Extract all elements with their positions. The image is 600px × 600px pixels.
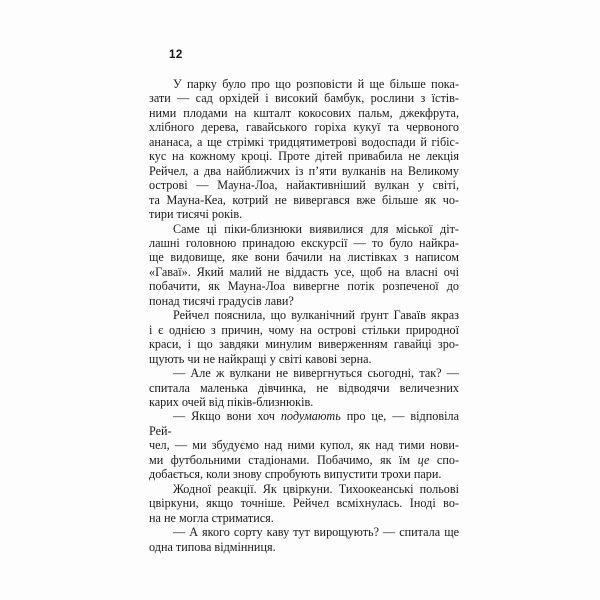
paragraph (149, 77, 459, 222)
text-segment: на не могла стриматися. (149, 510, 274, 525)
text-line (149, 337, 459, 351)
text-segment: Саме ці піки-близнюки виявилися для міської діт- (173, 221, 459, 236)
text-line (149, 395, 459, 409)
text-segment: і є однією з причин, чому на острові стільки природної (149, 322, 459, 337)
text-segment: Рейчел пояснила, що вулканічний ґрунт Гаваїв якраз (173, 308, 459, 323)
text-line (149, 279, 459, 293)
text-segment: щують чи не найкращі у світі кавові зерна. (149, 351, 372, 366)
text-line (149, 409, 459, 438)
text-line (149, 265, 459, 279)
text-line (149, 106, 459, 120)
text-line (149, 149, 459, 163)
page-number: 12 (169, 49, 183, 61)
text-segment: острові — Мауна-Лоа, найактивніший вулкан у світі, (149, 178, 459, 193)
text-segment: ананаса, а ще стрімкі тридцятиметрові водоспади й гібіс- (149, 134, 459, 149)
paragraph (149, 525, 459, 554)
text-segment: про це, — відповіла Рей- (149, 409, 460, 438)
text-line (149, 308, 459, 322)
paragraph (149, 366, 459, 409)
text-segment: «Гаваї». Який малий не віддасть усе, щоб на власні очі (149, 264, 459, 279)
text-segment: та Мауна-Кеа, котрий не вивергався вже більше як чо- (149, 192, 459, 207)
text-segment: Рейчел, а два найближчих із п’яти вулканів на Великому (149, 163, 459, 178)
text-line (149, 511, 459, 525)
text-line (149, 250, 459, 264)
text-segment: — А якого сорту каву тут вирощують? — спитала ще (173, 525, 459, 540)
paragraph (149, 409, 459, 481)
text-line (149, 366, 459, 380)
text-line (149, 467, 459, 481)
text-segment: карих очей від піків-близнюків. (149, 394, 314, 409)
text-line (149, 135, 459, 149)
italic-text: подумають (280, 409, 341, 424)
text-segment: — Якщо вони хоч (173, 409, 281, 424)
text-line (149, 453, 459, 467)
text-line (149, 236, 459, 250)
text-segment: цвіркуни, якщо точніше. Рейчел всміхнулась. Іноді во- (149, 496, 459, 511)
text-segment: ними плодами на кшталт кокосових пальм, джекфрута, (149, 105, 459, 120)
text-line (149, 381, 459, 395)
text-line (149, 540, 459, 554)
text-line (149, 352, 459, 366)
text-line (149, 207, 459, 221)
text-segment: — Але ж вулкани не вивергнуться сьогодні, так? — (173, 366, 459, 381)
text-segment: понад тисячі градусів лави? (149, 293, 294, 308)
text-line (149, 496, 459, 510)
text-segment: хлібного дерева, гавайського горіха кукуї та червоного (149, 120, 459, 135)
text-segment: ми футбольними стадіонами. Побачимо, як їм (149, 452, 418, 467)
text-line (149, 164, 459, 178)
text-segment: краси, і що завдяки минулим виверженням гавайці зро- (149, 337, 459, 352)
text-line (149, 77, 459, 91)
text-line (149, 294, 459, 308)
text-segment: Жодної реакції. Як цвіркуни. Тихоокеанські польові (173, 481, 459, 496)
text-segment: кус на кожному кроці. Проте дітей привабила не лекція (149, 149, 459, 164)
paragraph (149, 308, 459, 366)
paragraph (149, 482, 459, 525)
text-segment: спитала маленька дівчинка, не відводячи величезних (149, 380, 459, 395)
text-line (149, 120, 459, 134)
text-segment: спо- (429, 452, 459, 467)
italic-text: це (417, 452, 430, 467)
text-segment: побачити, як Мауна-Лоа вивергне потік розпеченої до (149, 279, 459, 294)
text-line (149, 222, 459, 236)
text-line (149, 525, 459, 539)
text-segment: зати — сад орхідей і високий бамбук, рослини з їстів- (149, 91, 459, 106)
text-line (149, 323, 459, 337)
text-segment: одна типова відмінниця. (149, 539, 276, 554)
text-line (149, 178, 459, 192)
text-line (149, 482, 459, 496)
text-segment: У парку було про що розповісти й ще більше пока- (173, 77, 459, 91)
paragraph (149, 222, 459, 309)
text-line (149, 91, 459, 105)
text-line (149, 193, 459, 207)
text-block (149, 77, 459, 554)
text-segment: лашні головною принадою екскурсії — то було найкра- (149, 235, 459, 250)
text-segment: добається, коли знову спробують випустити трохи пари. (149, 467, 442, 482)
text-line (149, 438, 459, 452)
text-segment: тири тисячі років. (149, 207, 243, 222)
text-segment: чел, — ми збудуємо над ними купол, як над тими нови- (149, 438, 459, 453)
text-segment: ще видовище, яке вони бачили на листівках з написом (149, 250, 459, 265)
